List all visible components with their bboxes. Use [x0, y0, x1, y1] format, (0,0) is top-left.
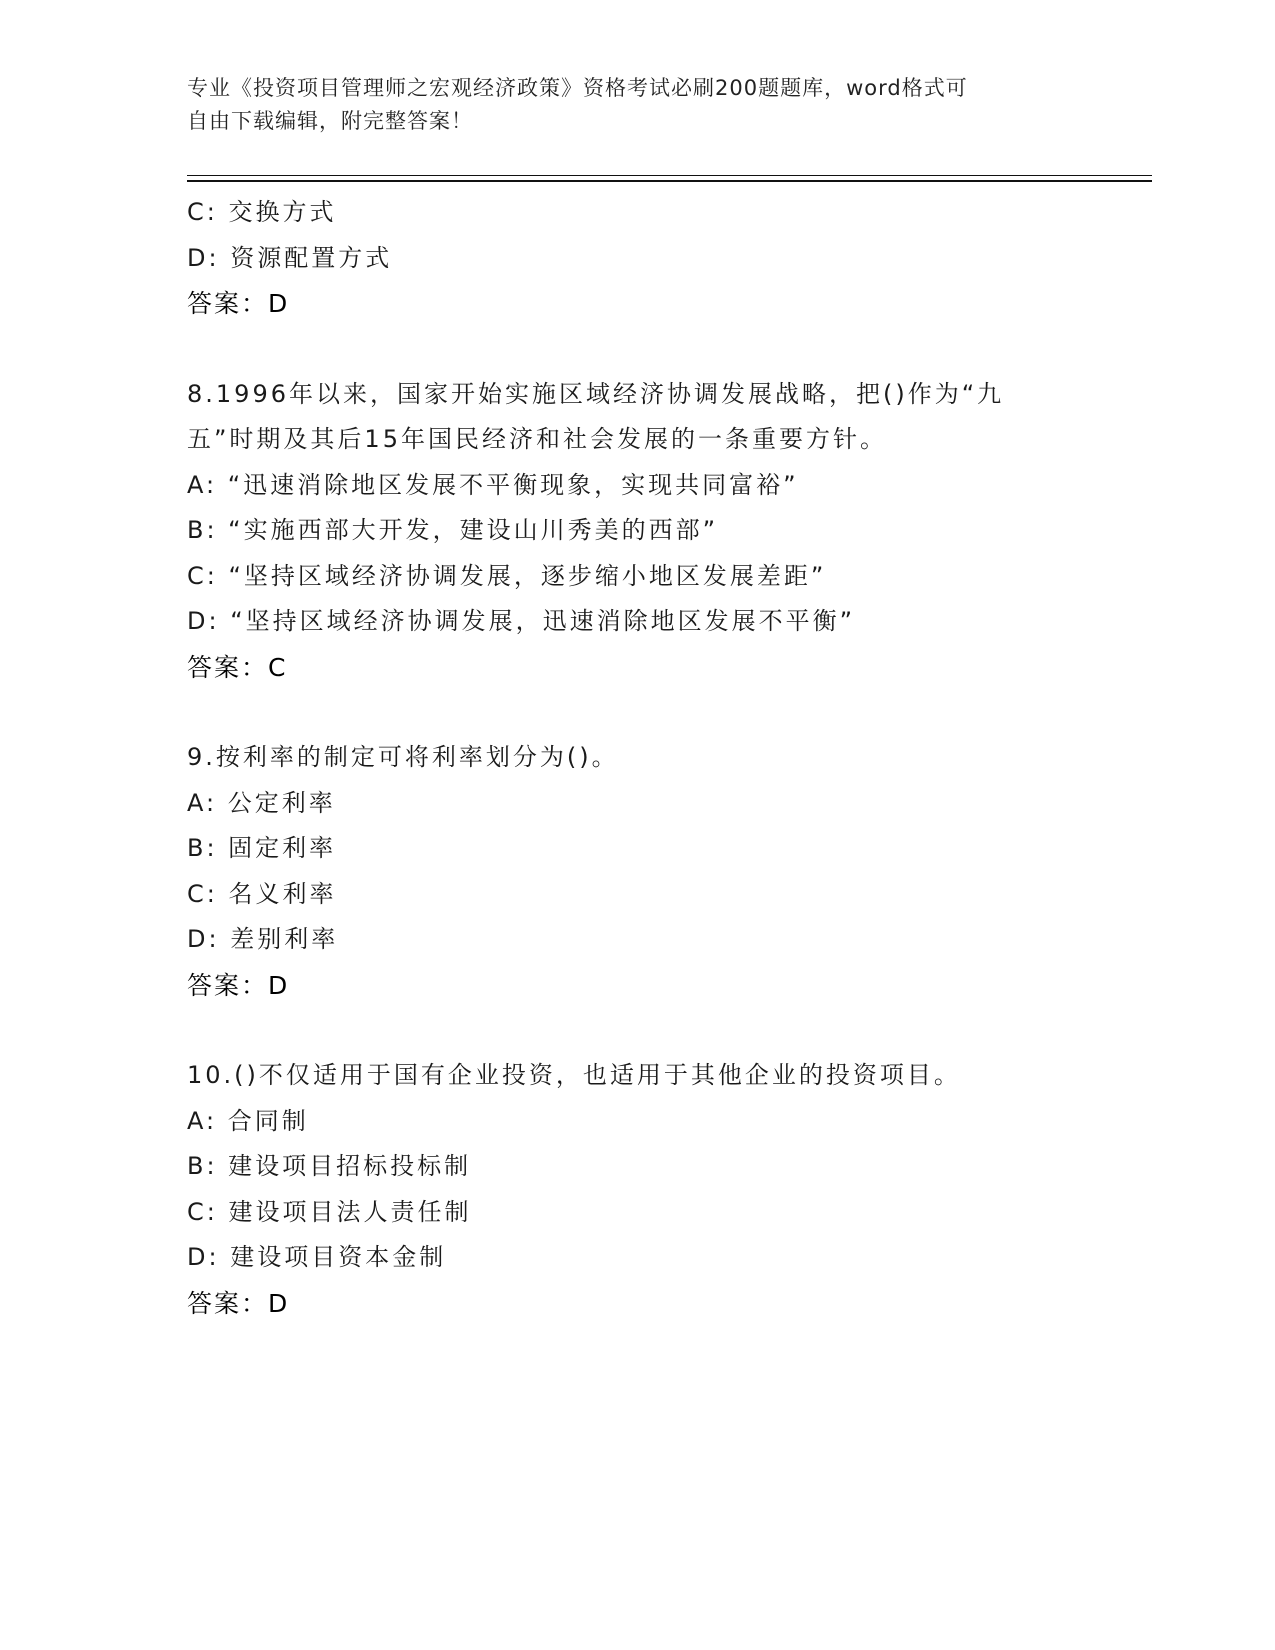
option-d: D: “坚持区域经济协调发展，迅速消除地区发展不平衡”	[187, 607, 856, 635]
question-10	[187, 1053, 1147, 1326]
answer: 答案：D	[187, 289, 290, 318]
document-header	[187, 72, 1067, 138]
option-c: C: 建设项目法人责任制	[187, 1197, 472, 1226]
option-d: D: 建设项目资本金制	[187, 1243, 447, 1271]
option-c: C: “坚持区域经济协调发展，逐步缩小地区发展差距”	[187, 561, 827, 590]
header-title-line-2: 自由下载编辑，附完整答案！	[187, 109, 473, 133]
question-9	[187, 735, 1147, 1008]
option-b: B: 建设项目招标投标制	[187, 1152, 472, 1180]
option-a: A: 公定利率	[187, 788, 336, 817]
question-stem-line-2: 五”时期及其后15年国民经济和社会发展的一条重要方针。	[187, 425, 887, 453]
answer: 答案：D	[187, 1288, 290, 1318]
question-stem-line-1: 8.1996年以来，国家开始实施区域经济协调发展战略，把()作为“九	[187, 379, 1005, 408]
option-c: C: 交换方式	[187, 198, 337, 226]
option-a: A: 合同制	[187, 1106, 309, 1135]
option-c: C: 名义利率	[187, 879, 337, 908]
document-body	[187, 190, 1147, 1326]
option-d: D: 资源配置方式	[187, 243, 393, 272]
answer: 答案：D	[187, 970, 290, 1000]
spacer	[187, 327, 1147, 372]
header-divider	[187, 175, 1152, 182]
question-7-tail	[187, 190, 1147, 327]
question-8	[187, 372, 1147, 691]
spacer	[187, 1008, 1147, 1053]
spacer	[187, 690, 1147, 735]
header-title-line-1: 专业《投资项目管理师之宏观经济政策》资格考试必刷200题题库，word格式可	[187, 76, 968, 100]
option-b: B: “实施西部大开发，建设山川秀美的西部”	[187, 516, 719, 544]
question-stem: 9.按利率的制定可将利率划分为()。	[187, 743, 619, 771]
option-d: D: 差别利率	[187, 925, 339, 953]
question-stem: 10.()不仅适用于国有企业投资，也适用于其他企业的投资项目。	[187, 1061, 961, 1089]
option-a: A: “迅速消除地区发展不平衡现象，实现共同富裕”	[187, 470, 799, 499]
option-b: B: 固定利率	[187, 834, 337, 862]
answer: 答案：C	[187, 652, 288, 682]
